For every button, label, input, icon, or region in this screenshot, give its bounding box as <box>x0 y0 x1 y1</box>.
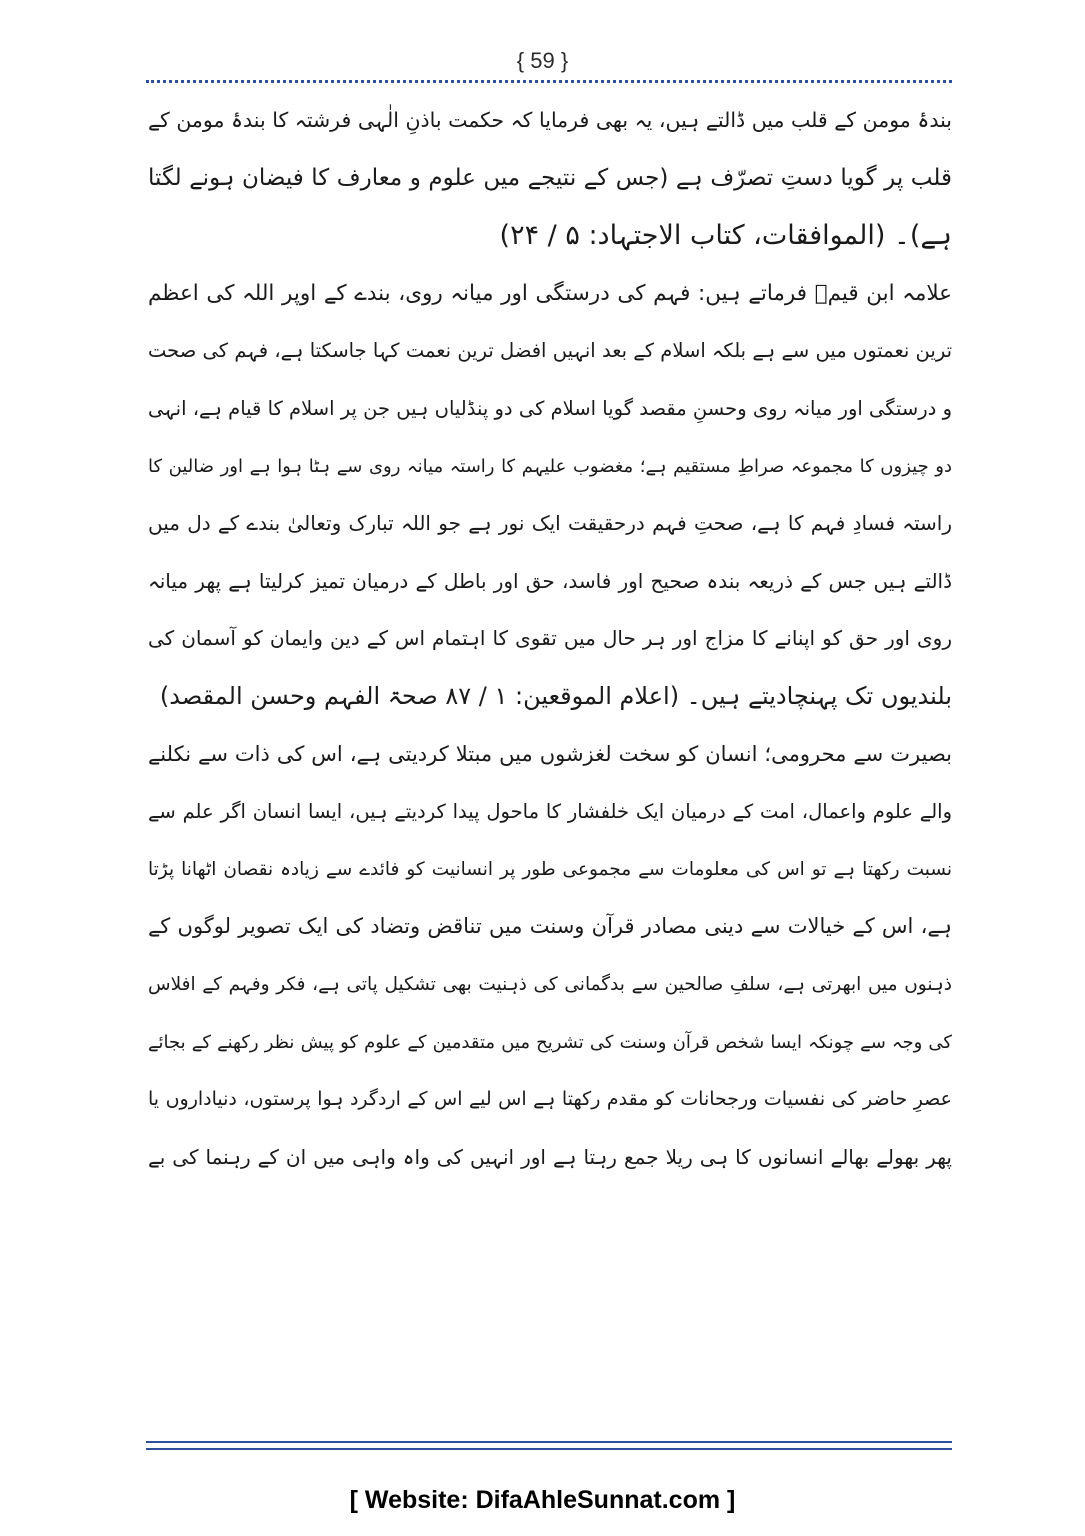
page-number: { 59 } <box>516 48 569 73</box>
footer-double-divider <box>146 1441 952 1450</box>
text-line: کی وجہ سے چونکہ ایسا شخص قرآن وسنت کی تشریح میں متقدمین کے علوم کو پیش نظر رکھنے کے بجائے <box>148 1031 952 1053</box>
text-line: دو چیزوں کا مجموعہ صراطِ مستقیم ہے؛ مغضوب علیہم کا راستہ میانہ روی سے ہٹا ہوا ہے اور ضالین کا <box>148 455 952 477</box>
text-line: ذہنوں میں ابھرتی ہے، سلفِ صالحین سے بدگمانی کی ذہنیت بھی تشکیل پاتی ہے، فکر وفہم کے افلاس <box>148 973 952 995</box>
text-line: ہے، اس کے خیالات سے دینی مصادر قرآن وسنت میں تناقض وتضاد کی ایک تصویر لوگوں کے <box>148 914 952 939</box>
text-line: والے علوم واعمال، امت کے درمیان ایک خلفشار کا ماحول پیدا کردیتے ہیں، ایسا انسان اگر علم سے <box>148 800 952 824</box>
text-line: بلندیوں تک پہنچادیتے ہیں۔ (اعلام الموقعین: ۱ / ۸۷ صحۃ الفہم وحسن المقصد) <box>159 681 952 710</box>
text-line: روی اور حق کو اپنانے کا مزاج اور ہر حال میں تقوی کا اہتمام اس کے دین وایمان کو آسمان کی <box>148 626 952 651</box>
text-line: پھر بھولے بھالے انسانوں کا ہی ریلا جمع رہتا ہے اور انہیں کی واہ واہی میں ان کے رہنما کی بے <box>148 1144 952 1169</box>
text-line: ہے)۔ (الموافقات، کتاب الاجتہاد: ۵ / ۲۴) <box>499 220 952 252</box>
text-line: ڈالتے ہیں جس کے ذریعہ بندہ صحیح اور فاسد، حق اور باطل کے درمیان تمیز کرلیتا ہے پھر میانہ <box>148 568 952 593</box>
text-line: بصیرت سے محرومی؛ انسان کو سخت لغزشوں میں مبتلا کردیتی ہے، اس کی ذات سے نکلنے <box>148 741 952 766</box>
text-line: راستہ فسادِ فہم کا ہے، صحتِ فہم درحقیقت ایک نور ہے جو اللہ تبارک وتعالیٰ بندے کے دل میں <box>148 511 952 536</box>
text-line: قلب پر گویا دستِ تصرّف ہے (جس کے نتیجے میں علوم و معارف کا فیضان ہونے لگتا <box>148 164 952 191</box>
text-line: عصرِ حاضر کی نفسیات ورجحانات کو مقدم رکھتا ہے اس لیے اس کے اردگرد ہوا پرستوں، دنیاداروں یا <box>148 1088 952 1111</box>
footer-website-link[interactable]: [ Website: DifaAhleSunnat.com ] <box>349 1486 736 1514</box>
text-line: علامہ ابن قیمؒ فرماتے ہیں: فہم کی درستگی اور میانہ روی، بندے کے اوپر اللہ کی اعظم <box>148 280 952 306</box>
text-line: نسبت رکھتا ہے تو اس کی معلومات سے مجموعی طور پر انسانیت کو فائدے سے زیادہ نقصان اٹھانا پڑتا <box>148 858 952 880</box>
header-dotted-divider <box>146 80 952 83</box>
text-line: ترین نعمتوں میں سے ہے بلکہ اسلام کے بعد انہیں افضل ترین نعمت کہا جاسکتا ہے، فہم کی صحت <box>148 339 952 363</box>
text-line: بندۂ مومن کے قلب میں ڈالتے ہیں، یہ بھی فرمایا کہ حکمت باذنِ الٰہی فرشتہ کا بندۂ مومن کے <box>148 108 952 132</box>
body-text <box>148 92 952 1186</box>
text-line: و درستگی اور میانہ روی وحسنِ مقصد گویا اسلام کی دو پنڈلیاں ہیں جن پر اسلام کا قیام ہے، انہی <box>148 396 952 420</box>
